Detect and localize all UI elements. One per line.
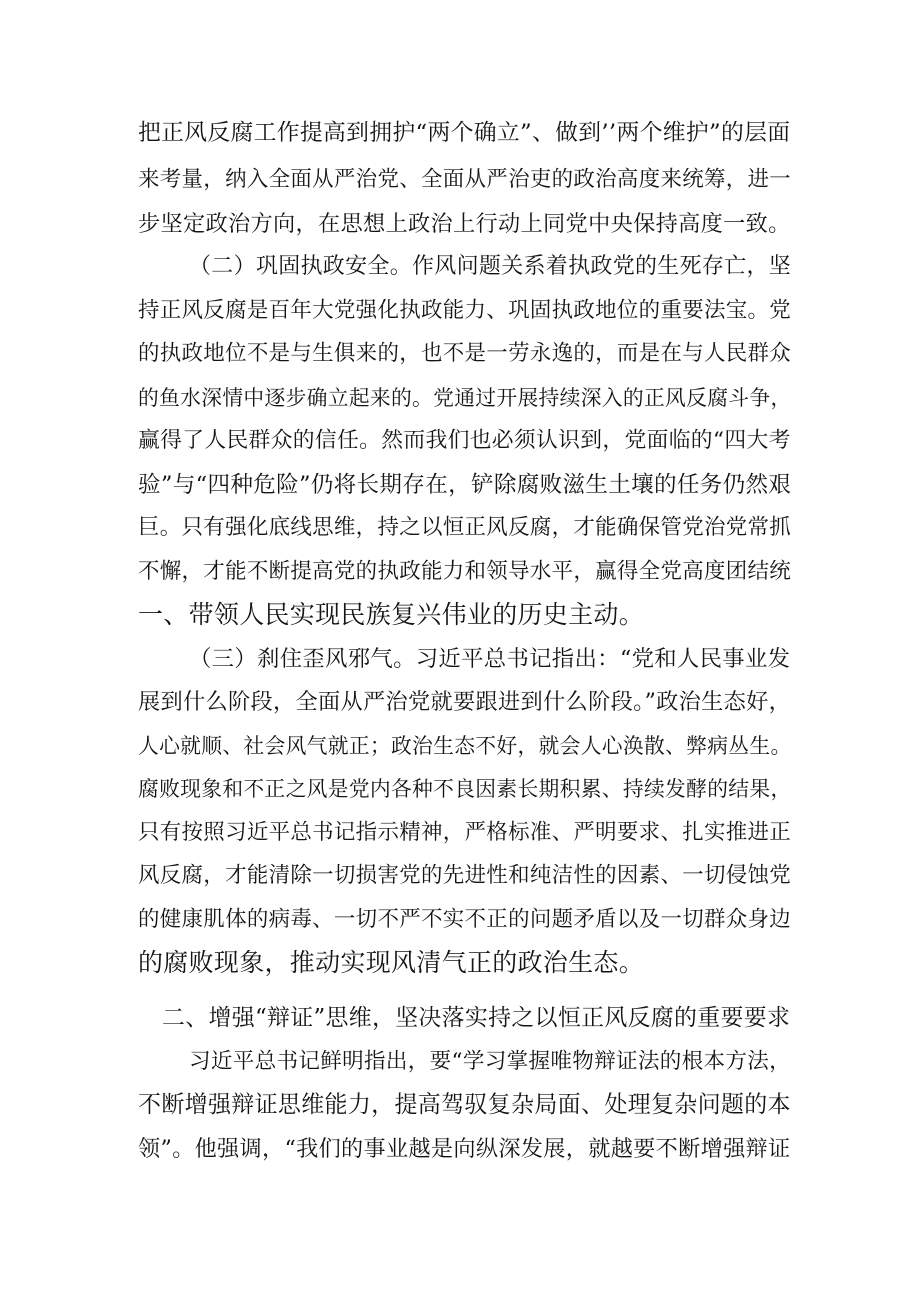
section-heading-line: （三）刹住歪风邪气。习近平总书记指出：“党和人民事业发	[189, 646, 791, 672]
body-text-line: 风反腐，才能清除一切损害党的先进性和纯洁性的因素、一切侵蚀党	[138, 863, 792, 888]
body-text-line: 只有按照习近平总书记指示精神，严格标准、严明要求、扎实推进正	[138, 820, 792, 845]
body-text-line: 领”。他强调，“我们的事业越是向纵深发展，就越要不断增强辩证	[138, 1136, 791, 1162]
chapter-heading-line: 二、增强“辩证”思维，坚决落实持之以恒正风反腐的重要要求	[162, 1005, 791, 1031]
body-text-line: 的执政地位不是与生俱来的，也不是一劳永逸的，而是在与人民群众	[138, 341, 792, 366]
body-text-line: 习近平总书记鲜明指出，要“学习掌握唯物辩证法的根本方法，	[189, 1049, 792, 1074]
body-text-line: 的鱼水深情中逐步确立起来的。党通过开展持续深入的正风反腐斗争，	[138, 386, 792, 410]
body-text-line: 验”与“四种危险”仍将长期存在，铲除腐败滋生土壤的任务仍然艰	[138, 472, 792, 498]
body-text-line: 展到什么阶段，全面从严治党就要跟进到什么阶段。”政治生态好，	[138, 689, 792, 715]
body-text-line: 赢得了人民群众的信任。然而我们也必须认识到，党面临的“四大考	[138, 428, 791, 453]
section-heading-line: （二）巩固执政安全。作风问题关系着执政党的生死存亡，坚	[189, 254, 792, 279]
body-text-line: 巨。只有强化底线思维，持之以恒正风反腐，才能确保管党治党常抓	[138, 515, 792, 540]
body-text-line: 步坚定政治方向，在思想上政治上行动上同党中央保持高度一致。	[138, 211, 791, 237]
body-text-line: 持正风反腐是百年大党强化执政能力、巩固执政地位的重要法宝。党	[138, 298, 792, 323]
body-text-line: 不断增强辩证思维能力，提高驾驭复杂局面、处理复杂问题的本	[138, 1092, 791, 1118]
body-text-line: 不懈，才能不断提高党的执政能力和领导水平，赢得全党高度团结统	[138, 559, 792, 584]
body-text-line: 一、带领人民实现民族复兴伟业的历史主动。	[138, 600, 645, 629]
body-text-line: 人心就顺、社会风气就正；政治生态不好，就会人心涣散、弊病丛生。	[138, 734, 792, 758]
body-text-line: 的腐败现象，推动实现风清气正的政治生态。	[138, 948, 645, 977]
body-text-line: 来考量，纳入全面从严治党、全面从严治吏的政治高度来统筹，进一	[138, 167, 792, 192]
body-text-line: 把正风反腐工作提高到拥护“两个确立”、做到’’两个维护”的层面	[138, 120, 791, 146]
body-text-line: 的健康肌体的病毒、一切不严不实不正的问题矛盾以及一切群众身边	[138, 907, 792, 932]
body-text-line: 腐败现象和不正之风是党内各种不良因素长期积累、持续发酵的结果，	[138, 777, 792, 801]
